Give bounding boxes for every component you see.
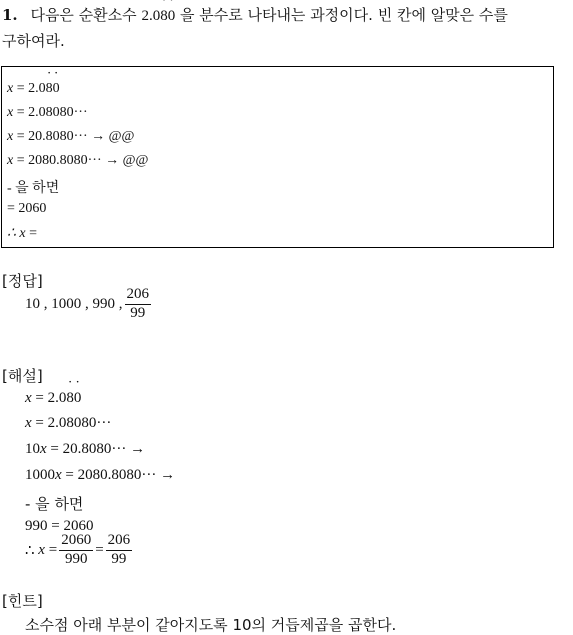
explanation-label: [해설] <box>2 367 43 385</box>
box-line-4: x = 2080.8080··· → @@ <box>7 153 149 168</box>
explanation-line-2: x = 2.08080··· <box>25 415 112 431</box>
explanation-line-6: 990 = 2060 <box>25 518 94 534</box>
question-suffix: 을 분수로 나타내는 과정이다. 빈 칸에 알맞은 수를 <box>179 6 508 24</box>
question-line-2: 구하여라. <box>2 32 65 50</box>
explanation-line-5: - 을 하면 <box>25 495 84 513</box>
answer-label: [정답] <box>2 272 43 290</box>
hint-label: [힌트] <box>2 592 43 610</box>
question-prefix: 다음은 순환소수 <box>30 6 137 24</box>
explanation-line-4: 1000x = 2080.8080··· → <box>25 467 176 483</box>
explanation-fraction-2: $\frac{206}{99}$ <box>107 532 131 567</box>
box-line-7: ∴ x = <box>7 226 38 241</box>
explanation-line-1: x = 2.0˙ 8˙ 0 <box>25 390 81 407</box>
explanation-line-3: 10x = 20.8080··· → <box>25 441 146 457</box>
explanation-fraction-1: $\frac{2060}{990}$ <box>61 532 92 567</box>
question-line-1 <box>2 4 508 25</box>
explanation-line-7: ∴ x = $\frac{2060}{990}$ = $\frac{206}{99}$ <box>25 532 131 567</box>
hint-text: 소수점 아래 부분이 같아지도록 10의 거듭제곱을 곱한다. <box>25 616 397 634</box>
box-line-6: = 2060 <box>7 201 47 216</box>
box-line-2: x = 2.08080··· <box>7 105 88 120</box>
answer-fraction: $\frac{206}{99}$ <box>126 286 149 321</box>
box-line-5: - 을 하면 <box>7 181 60 196</box>
problem-box <box>1 66 554 248</box>
question-number: 1. <box>2 6 18 24</box>
answer-values: 10 , 1000 , 990 , $\frac{206}{99}$ <box>25 286 149 321</box>
box-line-1: x = 2.0˙ 8˙ 0 <box>7 81 60 97</box>
question-decimal: 2.0˙ 8˙ 0 <box>141 8 175 24</box>
box-line-3: x = 20.8080··· → @@ <box>7 129 135 144</box>
